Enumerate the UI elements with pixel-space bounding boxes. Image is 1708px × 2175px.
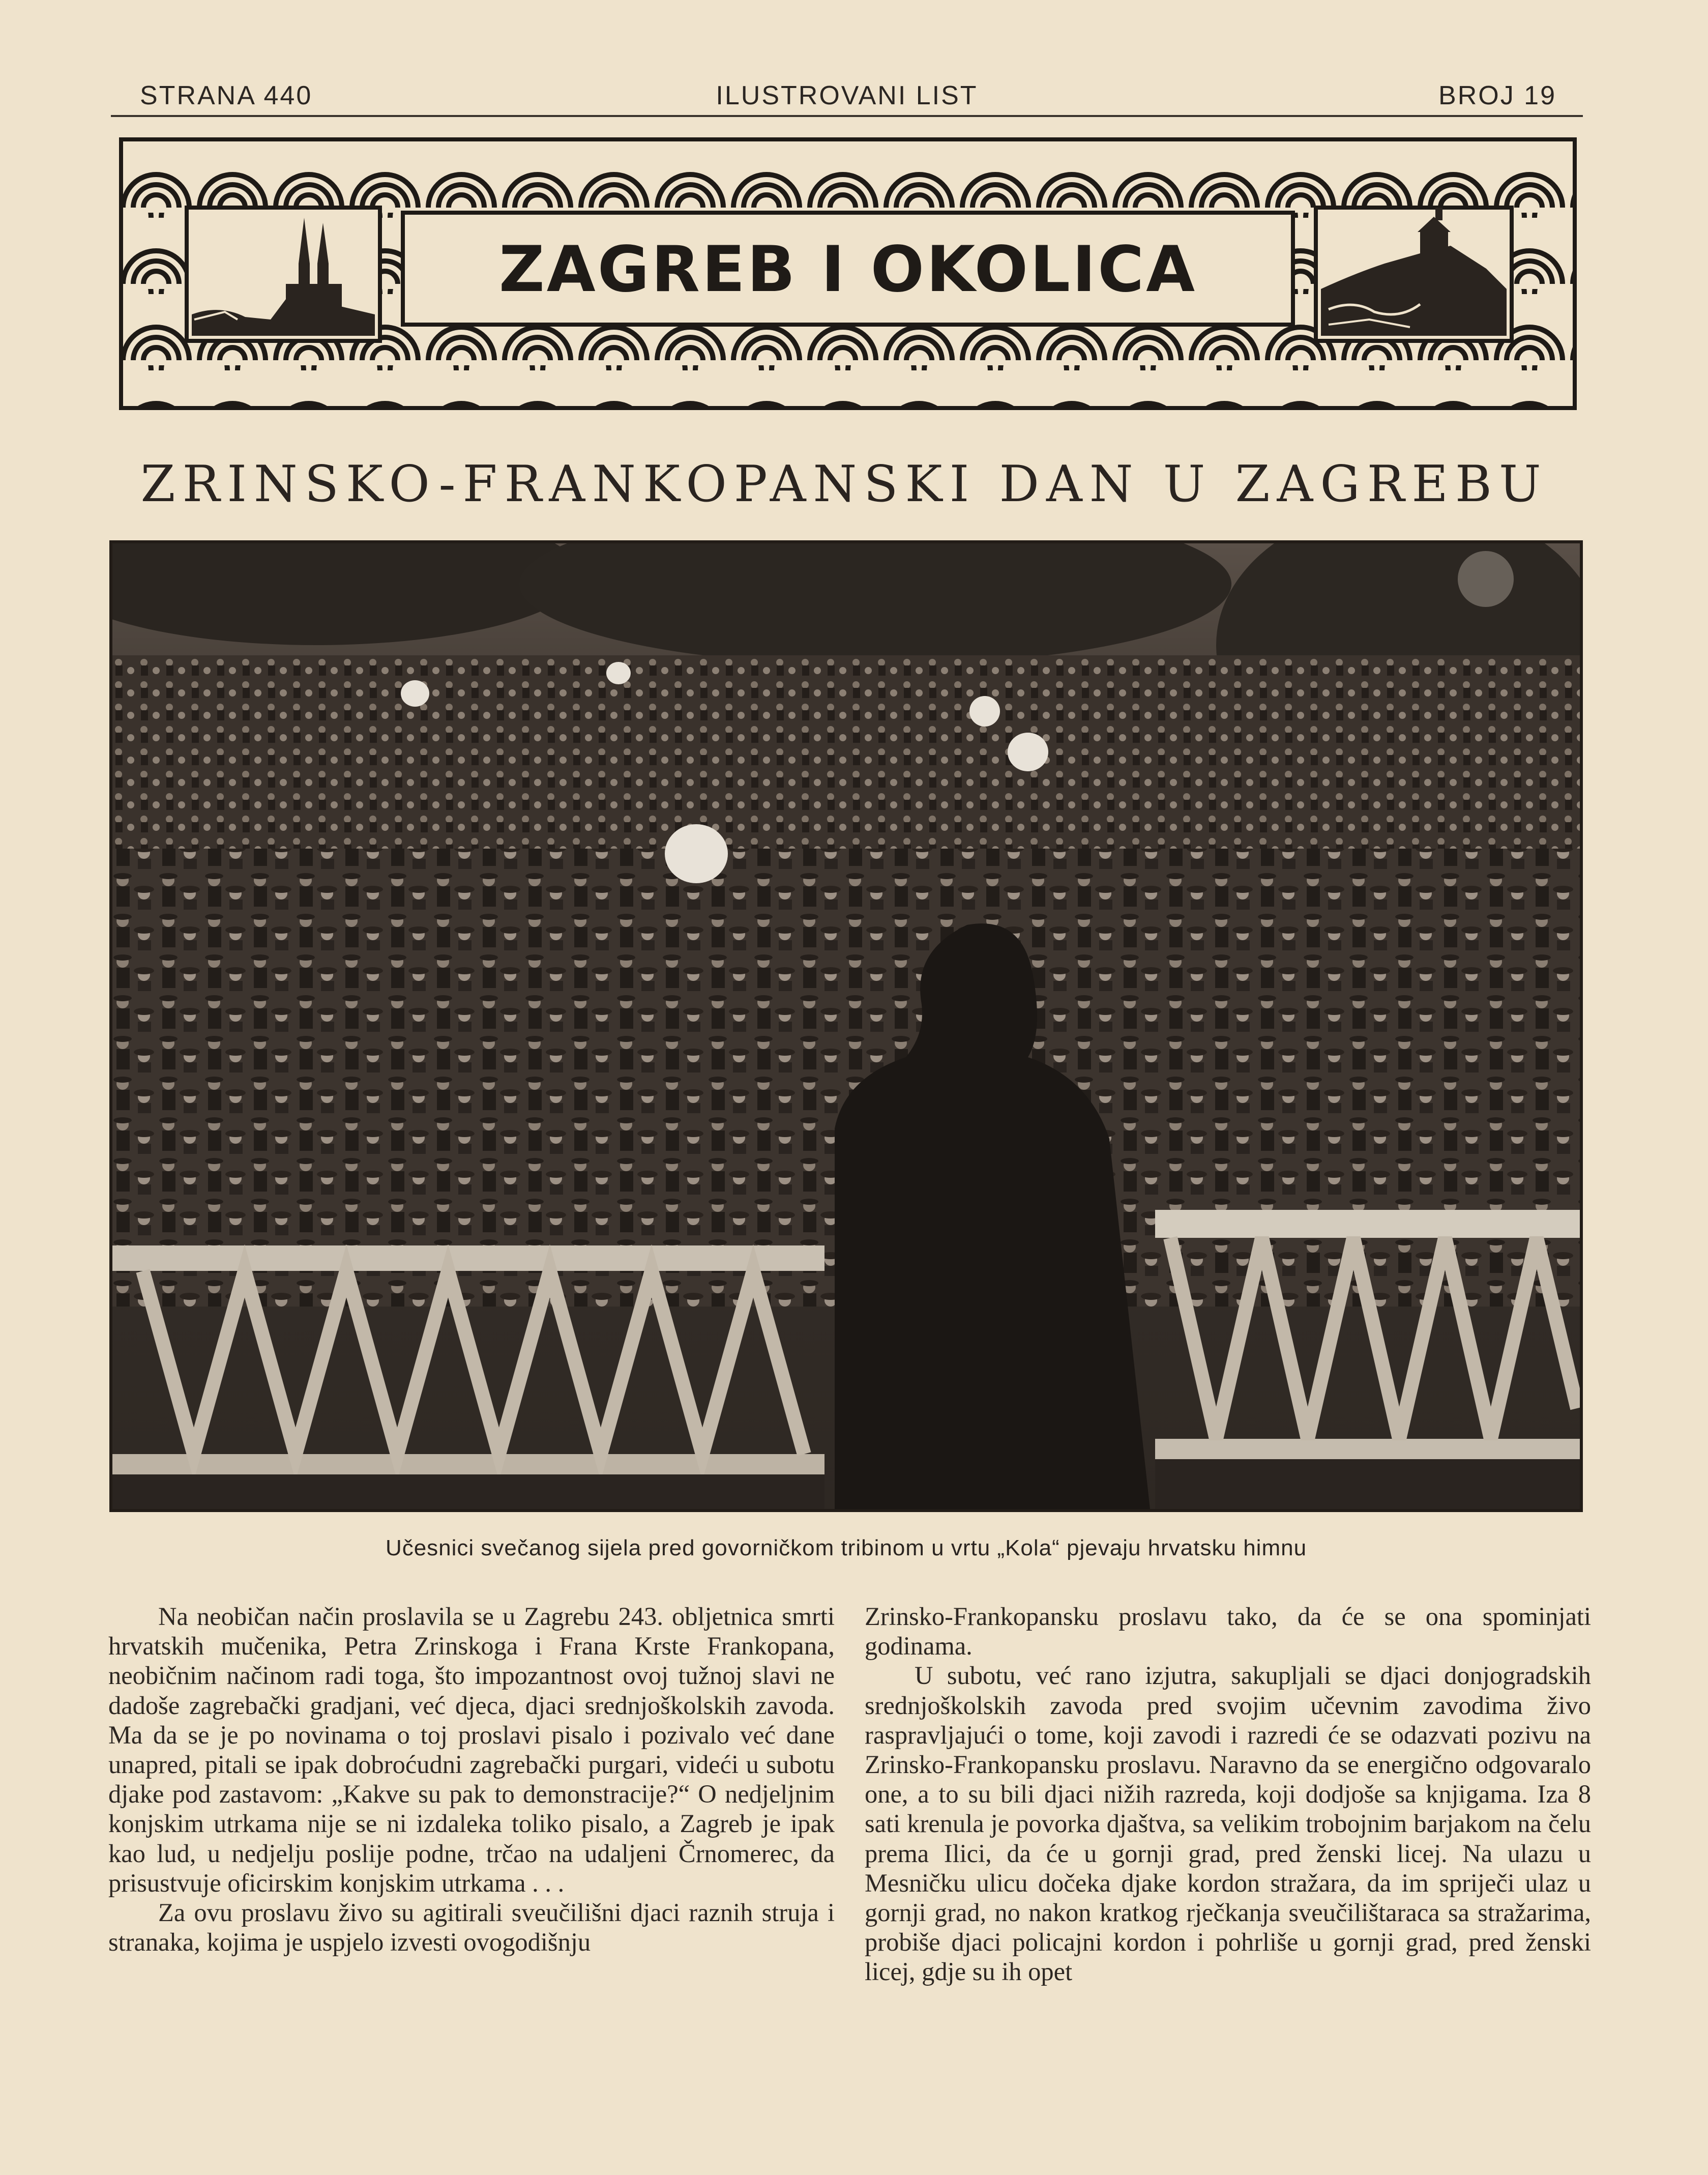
page-number: STRANA 440: [140, 81, 313, 110]
publication-name: ILUSTROVANI LIST: [716, 81, 978, 110]
crowd-photograph: [109, 540, 1583, 1512]
section-title: ZAGREB I OKOLICA: [498, 233, 1197, 306]
paragraph: U subotu, već rano izjutra, sakupljali se djaci donjogradskih srednjoškolskih zavoda pred svojim učevnim zavodima živo raspravljajući o tome, koji zavodi i razredi će se odazvati pozivu na Zrinsko-Frankopansku proslavu. Naravno da se energično odgovaralo one, a to su bili djaci nižih razreda, koji dodjoše sa knjigama. Iza 8 sati krenula je povorka djaštva, sa velikim trobojnim barjakom na čelu prema Ilici, da će u gornji grad, pred ženski licej. Na ulazu u Mesničku ulicu dočeka djake kordon stražara, da im spriječi ulaz u gornji grad, no nakon kratkog rječkanja sveučilištaraca sa stražarima, probiše djaci policajni kordon i pohrliše u gornji grad, pred ženski licej, gdje su ih opet: [865, 1661, 1591, 1986]
text-column-left: [108, 1602, 835, 1957]
paragraph: Za ovu proslavu živo su agitirali sveučilišni djaci raznih struja i stranaka, kojima je uspjelo izvesti ovogodišnju: [108, 1898, 835, 1957]
header-rule: [111, 115, 1583, 117]
section-banner: [118, 136, 1578, 411]
running-head: [112, 80, 1582, 116]
article-headline: ZRINSKO-FRANKOPANSKI DAN U ZAGREBU: [140, 455, 1548, 513]
castle-hill-vignette: [1316, 208, 1512, 341]
paragraph: Zrinsko-Frankopansku proslavu tako, da će se ona spominjati godinama.: [865, 1602, 1591, 1661]
text-column-right: [865, 1602, 1591, 1987]
cathedral-vignette: [187, 208, 380, 341]
photo-caption: Učesnici svečanog sijela pred govorničkom tribinom u vrtu „Kola“ pjevaju hrvatsku himnu: [385, 1535, 1307, 1560]
paragraph: Na neobičan način proslavila se u Zagrebu 243. obljetnica smrti hrvatskih mučenika, Petra Zrinskoga i Frana Krste Frankopana, neobičnim načinom radi toga, što impozantnost ovoj tužnoj slavi ne dadoše zagrebački gradjani, već djeca, djaci srednjoškolskih zavoda. Ma da se je po novinama o toj proslavi pisalo i pozivalo već dane unapred, pitali se ipak dobroćudni zagrebački purgari, videći u subotu djake pod zastavom: „Kakve su pak to demonstracije?“ O nedjeljnim konjskim utrkama nije se ni izdaleka toliko pisalo, a Zagreb je ipak kao lud, u nedjelju poslije podne, trčao na udaljeni Črnomerec, da prisustvuje oficirskim konjskim utrkama . . .: [108, 1602, 835, 1897]
issue-number: BROJ 19: [1438, 81, 1556, 110]
